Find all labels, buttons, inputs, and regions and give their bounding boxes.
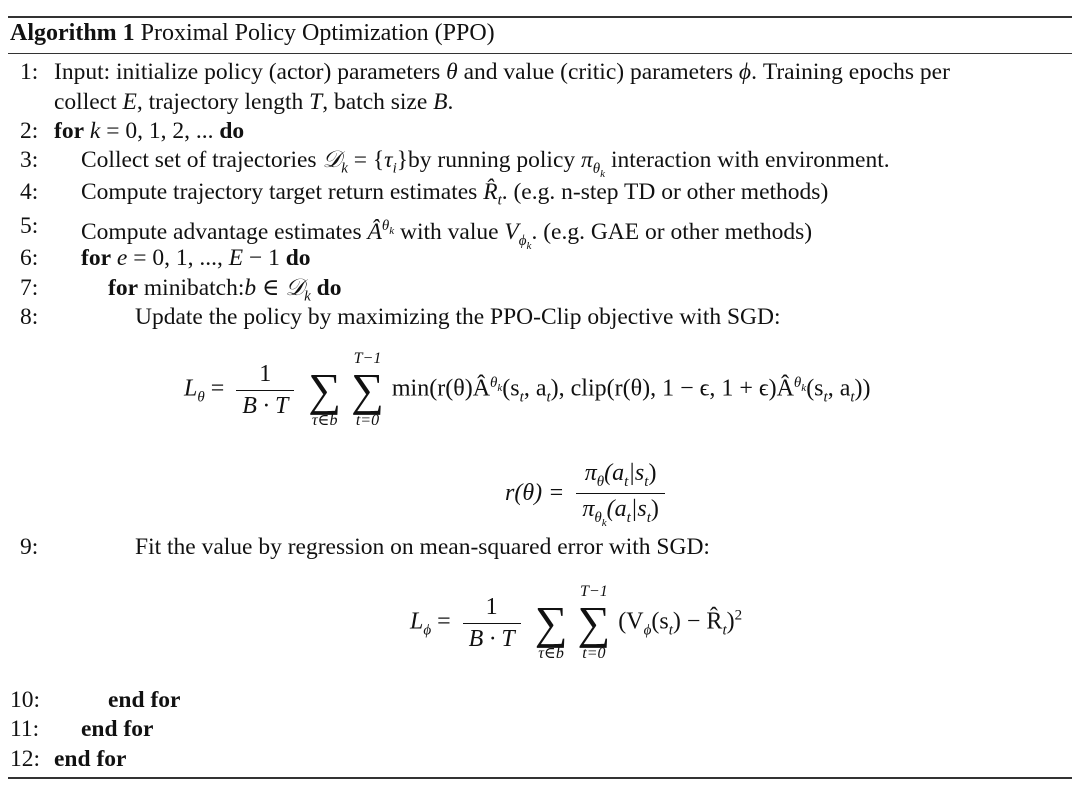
line-number: 6:: [20, 245, 39, 271]
line-10: end for: [108, 687, 181, 713]
line-12: end for: [54, 746, 127, 772]
line-number: 11:: [10, 716, 40, 742]
line-8: Update the policy by maximizing the PPO-Clip objective with SGD:: [135, 304, 781, 330]
probability-ratio: r(θ) = $\frac{\pi_\theta(a_t|s_t)}{\pi_{\theta_k}(a_t|s_t)}$: [505, 460, 671, 529]
line-number: 2:: [20, 118, 39, 144]
algorithm-label: Algorithm 1: [10, 20, 135, 46]
line-number: 10:: [10, 687, 41, 713]
line-number: 1:: [20, 59, 39, 85]
line-2: for k = 0, 1, 2, ... do: [54, 118, 245, 144]
line-number: 3:: [20, 147, 39, 173]
line-1-cont: collect E, trajectory length T, batch size B.: [54, 89, 454, 115]
line-3: Collect set of trajectories 𝒟$_k$ = $\{\tau_i\}by$ running policy $\pi_{\theta_k}$ interaction with environment.: [81, 147, 890, 180]
bottom-rule: [8, 777, 1072, 779]
algorithm-title: Proximal Policy Optimization (PPO): [140, 20, 495, 46]
line-1: Input: initialize policy (actor) parameters θ and value (critic) parameters ϕ. Training epochs per: [54, 59, 950, 85]
line-number: 8:: [20, 304, 39, 330]
line-number: 4:: [20, 179, 39, 205]
algorithm-caption: [10, 20, 495, 47]
line-4: Compute trajectory target return estimates $R̂_t$. (e.g. n-step TD or other methods): [81, 179, 829, 209]
line-5: Compute advantage estimates $Â^{\theta_k}$ with value $V_{\phi_k}$. (e.g. GAE or other methods): [81, 218, 813, 252]
line-6: for e = 0, 1, ..., E − 1 do: [81, 245, 311, 271]
line-7: for minibatch:b ∈ 𝒟$_k$ do: [108, 275, 342, 305]
line-11: end for: [81, 716, 154, 742]
top-rule: [8, 16, 1072, 18]
line-number: 5:: [20, 213, 39, 239]
line-number: 7:: [20, 275, 39, 301]
ppo-clip-objective: $L_\theta$ = $\frac{1}{B \cdot T}$ ∑ τ∈b T−1 ∑ t=0 $\min(r(\theta)Â^{\theta_k}(s_t$, $a_t$), clip(r(θ), 1 − ϵ, $1 + \epsilon)Â^{\theta_k}(s_t$, $a_t$)): [184, 350, 871, 429]
line-9: Fit the value by regression on mean-squared error with SGD:: [135, 534, 710, 560]
value-loss: $L_\phi$ = $\frac{1}{B \cdot T}$ ∑ τ∈b T−1 ∑ t=0 ($V_\phi(s_t)$ − $R̂_t)^2$: [410, 583, 743, 662]
caption-rule: [8, 53, 1072, 54]
line-number: 12:: [10, 746, 41, 772]
line-number: 9:: [20, 534, 39, 560]
